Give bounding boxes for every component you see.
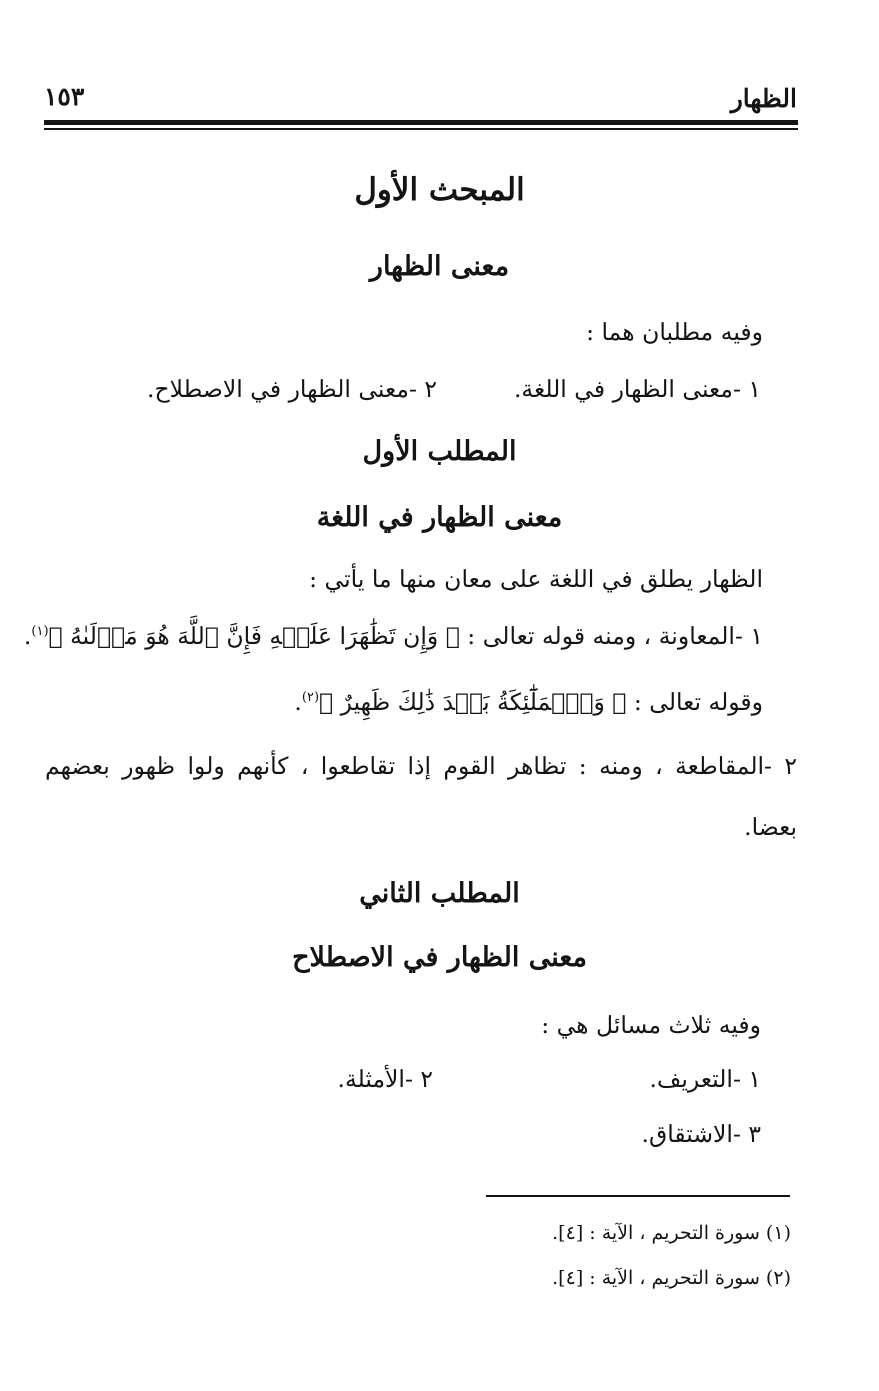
- footnote-2: (٢) سورة التحريم ، الآية : [٤].: [552, 1267, 791, 1289]
- section1-point1: [24, 622, 763, 650]
- footnote-1: (١) سورة التحريم ، الآية : [٤].: [552, 1222, 791, 1244]
- point1b-end: .: [294, 688, 302, 716]
- section1-title: المطلب الأول: [362, 436, 517, 467]
- footnote-ref-2[interactable]: (٢): [301, 690, 320, 706]
- section1-lead: الظهار يطلق في اللغة على معان منها ما يأتي :: [309, 565, 763, 593]
- section2-item-2: ٢ -الأمثلة.: [337, 1065, 433, 1093]
- section1-point1b: [294, 688, 763, 716]
- section2-title: المطلب الثاني: [359, 878, 520, 909]
- point1-end: .: [23, 622, 32, 650]
- intro-item-1: ١ -معنى الظهار في اللغة.: [513, 375, 761, 403]
- section2-lead: وفيه ثلاث مسائل هي :: [541, 1011, 761, 1039]
- footnote-rule: [486, 1195, 790, 1197]
- footnote-ref-1[interactable]: (١): [31, 624, 49, 640]
- running-title: الظهار: [730, 84, 797, 113]
- header-rule-thin: [44, 128, 798, 130]
- intro-item-2: ٢ -معنى الظهار في الاصطلاح.: [146, 375, 437, 403]
- section1-point2-line2: بعضا.: [744, 813, 797, 841]
- section2-item-3: ٣ -الاشتقاق.: [641, 1120, 761, 1148]
- section2-item-1: ١ -التعريف.: [649, 1065, 761, 1093]
- chapter-title: المبحث الأول: [354, 172, 525, 208]
- header-rule-thick: [44, 120, 798, 125]
- point1b-text: وقوله تعالى : ﴿ وَٱلۡمَلَٰٓئِكَةُ بَعۡدَ ذَٰلِكَ ظَهِيرٌ ﴾: [319, 688, 763, 716]
- section1-point2-line1: ٢ -المقاطعة ، ومنه : تظاهر القوم إذا تقاطعوا ، كأنهم ولوا ظهور بعضهم: [45, 752, 797, 780]
- section2-subtitle: معنى الظهار في الاصطلاح: [292, 942, 587, 973]
- intro-line: وفيه مطلبان هما :: [586, 318, 763, 346]
- section1-subtitle: معنى الظهار في اللغة: [316, 502, 563, 533]
- point1-text: ١ -المعاونة ، ومنه قوله تعالى : ﴿ وَإِن تَظَٰهَرَا عَلَيۡهِ فَإِنَّ ٱللَّهَ هُوَ مَوۡلَىٰهُ ﴾: [48, 622, 763, 650]
- chapter-subtitle: معنى الظهار: [369, 251, 510, 282]
- page-number: ١٥٣: [44, 82, 85, 111]
